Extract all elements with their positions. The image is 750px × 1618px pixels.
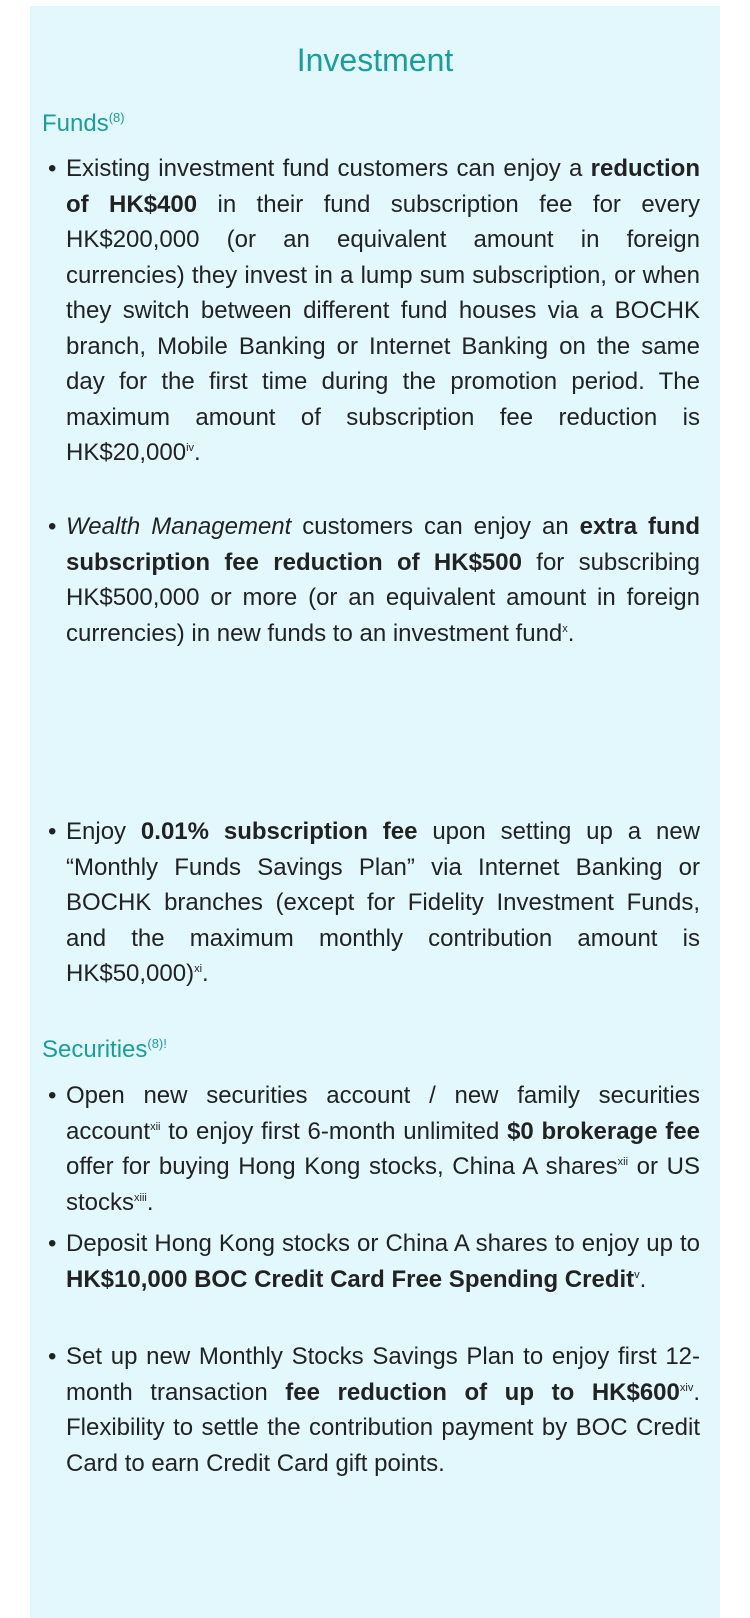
investment-panel [30, 6, 720, 1618]
securities-bullet-3: • Set up new Monthly Stocks Savings Plan to enjoy first 12-month transaction fee reduction of up to HK$600$^{xiv}$. Flexibility to settle the contribution payment by BOC Credit Card to earn Credit Card gift points. [48, 1339, 700, 1481]
bullet-dot: • [48, 155, 57, 182]
securities-heading: Securities$^{(8)!}$ [42, 1036, 167, 1063]
funds-heading: Funds$^{(8)}$ [42, 110, 125, 137]
funds-bullet-1: • Existing investment fund customers can enjoy a reduction of HK$400 in their fund subscription fee for every HK$200,000 (or an equivalent amount in foreign currencies) they invest in a lump sum subscription, or when they switch between different fund houses via a BOCHK branch, Mobile Banking or Internet Banking on the same day for the first time during the promotion period. The maximum amount of subscription fee reduction is HK$20,000$^{iv}$. [48, 151, 700, 471]
funds-bullet-3: • Enjoy 0.01% subscription fee upon setting up a new “Monthly Funds Savings Plan” via Internet Banking or BOCHK branches (except for Fidelity Investment Funds, and the maximum monthly contribution amount is HK$50,000)$^{xi}$. [48, 814, 700, 992]
bullet-dot: • [48, 513, 57, 540]
securities-bullet-1: • Open new securities account / new family securities account$^{xii}$ to enjoy first 6-month unlimited $0 brokerage fee offer for buying Hong Kong stocks, China A shares$^{xii}$ or US stocks$^{xiii}$. [48, 1078, 700, 1220]
bullet-dot: • [48, 1230, 57, 1257]
panel-title: Investment [296, 42, 454, 78]
bullet-dot: • [48, 1082, 57, 1109]
bullet-dot: • [48, 1343, 57, 1370]
bullet-dot: • [48, 818, 57, 845]
securities-bullet-2: • Deposit Hong Kong stocks or China A shares to enjoy up to HK$10,000 BOC Credit Card Free Spending Credit$^v$. [48, 1226, 700, 1297]
funds-bullet-2: • Wealth Management customers can enjoy an extra fund subscription fee reduction of HK$500 for subscribing HK$500,000 or more (or an equivalent amount in foreign currencies) in new funds to an investment fund$^x$. [48, 509, 700, 651]
